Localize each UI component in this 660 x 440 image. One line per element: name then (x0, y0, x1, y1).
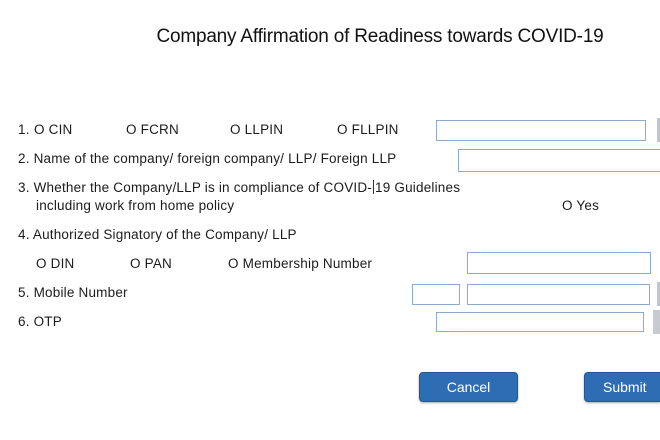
radio-pan[interactable]: O PAN (130, 256, 173, 271)
signatory-input[interactable] (467, 252, 651, 274)
mobile-country-code-input[interactable] (412, 284, 460, 305)
submit-button[interactable]: Submit (584, 372, 660, 402)
text-cursor (373, 180, 374, 194)
radio-membership-number[interactable]: O Membership Number (228, 256, 373, 271)
radio-llpin[interactable]: O LLPIN (230, 122, 284, 137)
identifier-input[interactable] (436, 120, 646, 141)
otp-input[interactable] (436, 312, 644, 332)
otp-label: 6. OTP (18, 314, 62, 329)
verify-otp-button-edge[interactable] (653, 310, 660, 334)
mobile-number-input[interactable] (467, 284, 650, 305)
radio-cin[interactable]: O CIN (34, 122, 73, 137)
page-title: Company Affirmation of Readiness towards COVID-19 (156, 26, 604, 47)
compliance-label-line1 (18, 180, 460, 195)
compliance-label-line2: including work from home policy (36, 198, 235, 213)
row1-number: 1. (18, 122, 30, 137)
radio-din[interactable]: O DIN (36, 256, 75, 271)
company-name-input[interactable] (458, 149, 660, 172)
signatory-label: 4. Authorized Signatory of the Company/ LLP (18, 227, 297, 242)
mobile-number-label: 5. Mobile Number (18, 285, 128, 300)
radio-fllpin[interactable]: O FLLPIN (337, 122, 399, 137)
company-name-label: 2. Name of the company/ foreign company/ LLP/ Foreign LLP (18, 151, 397, 166)
radio-yes[interactable]: O Yes (562, 198, 600, 213)
cancel-button[interactable]: Cancel (419, 372, 518, 402)
compliance-label-part1: 3. Whether the Company/LLP is in compliance of COVID- (18, 180, 373, 195)
compliance-label-part2: 19 Guidelines (375, 180, 461, 195)
radio-fcrn[interactable]: O FCRN (126, 122, 179, 137)
